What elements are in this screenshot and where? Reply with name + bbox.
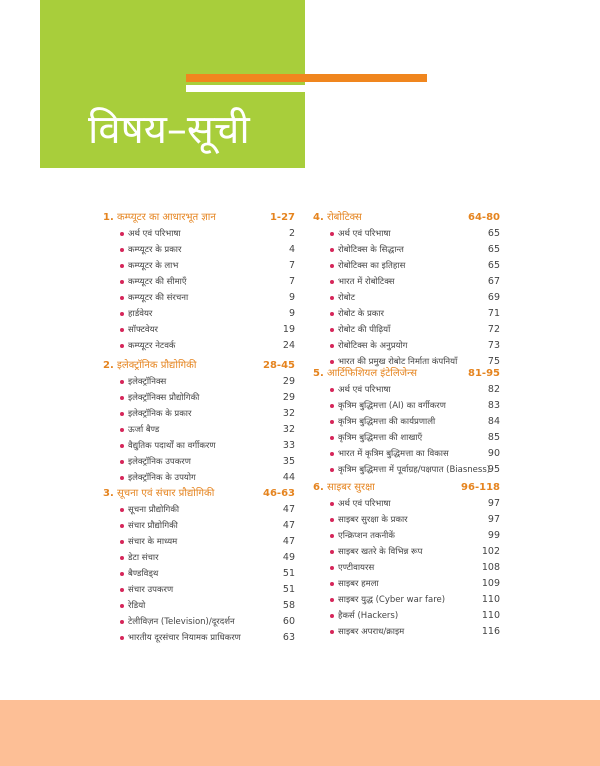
section-title: साइबर सुरक्षा xyxy=(327,482,375,493)
section-title: आर्टिफिशियल इंटेलिजेन्स xyxy=(327,368,418,379)
toc-section-5 xyxy=(310,366,500,478)
toc-item[interactable] xyxy=(310,544,500,560)
bullet-icon xyxy=(330,436,334,440)
bullet-icon xyxy=(330,420,334,424)
toc-item[interactable] xyxy=(100,242,295,258)
bullet-icon xyxy=(330,452,334,456)
bullet-icon xyxy=(120,524,124,528)
bullet-icon xyxy=(330,502,334,506)
item-label: सूचना प्रौद्योगिकी xyxy=(128,505,180,515)
section-page-range: 1-27 xyxy=(269,212,295,223)
item-page: 69 xyxy=(487,292,500,303)
bullet-icon xyxy=(120,556,124,560)
bullet-icon xyxy=(120,460,124,464)
bullet-icon xyxy=(120,508,124,512)
item-label: भारतीय दूरसंचार नियामक प्राधिकरण xyxy=(128,633,241,643)
item-label: ऊर्जा बैण्ड xyxy=(128,425,160,435)
bullet-icon xyxy=(330,388,334,392)
item-label: कम्प्यूटर के लाभ xyxy=(128,261,179,271)
item-page: 109 xyxy=(481,578,500,589)
white-accent-bar xyxy=(186,85,305,92)
item-page: 24 xyxy=(282,340,295,351)
item-label: इलेक्ट्रॉनिक के उपयोग xyxy=(128,473,196,483)
bullet-icon xyxy=(120,344,124,348)
bullet-icon xyxy=(330,598,334,602)
item-label: डेटा संचार xyxy=(128,553,159,563)
bullet-icon xyxy=(330,404,334,408)
toc-item[interactable] xyxy=(100,258,295,274)
toc-item[interactable] xyxy=(310,496,500,512)
item-label: संचार उपकरण xyxy=(128,585,174,595)
toc-section-6 xyxy=(310,480,500,640)
section-heading[interactable] xyxy=(310,366,500,382)
item-page: 60 xyxy=(282,616,295,627)
item-label: अर्थ एवं परिभाषा xyxy=(338,499,391,509)
item-label: कम्प्यूटर की संरचना xyxy=(128,293,189,303)
item-label: कम्प्यूटर के प्रकार xyxy=(128,245,182,255)
item-page: 19 xyxy=(282,324,295,335)
bullet-icon xyxy=(330,232,334,236)
item-label: रोबोटिक्स के सिद्धान्त xyxy=(338,245,404,255)
item-label: रोबोटिक्स के अनुप्रयोग xyxy=(338,341,408,351)
item-page: 29 xyxy=(282,376,295,387)
item-label: रोबोटिक्स का इतिहास xyxy=(338,261,406,271)
item-label: टेलीविज़न (Television)/दूरदर्शन xyxy=(128,617,235,627)
item-label: इलेक्ट्रॉनिक के प्रकार xyxy=(128,409,192,419)
item-label: संचार प्रौद्योगिकी xyxy=(128,521,178,531)
item-label: इलेक्ट्रॉनिक्स xyxy=(128,377,167,387)
toc-item[interactable] xyxy=(100,470,295,486)
toc-item[interactable] xyxy=(310,398,500,414)
toc-item[interactable] xyxy=(310,290,500,306)
section-heading[interactable] xyxy=(100,210,295,226)
item-page: 65 xyxy=(487,228,500,239)
section-title: कम्प्यूटर का आधारभूत ज्ञान xyxy=(117,212,216,223)
section-page-range: 46-63 xyxy=(263,488,295,499)
toc-item[interactable] xyxy=(100,534,295,550)
toc-item[interactable] xyxy=(310,528,500,544)
bullet-icon xyxy=(120,396,124,400)
item-label: अर्थ एवं परिभाषा xyxy=(338,229,391,239)
toc-item[interactable] xyxy=(100,374,295,390)
item-page: 108 xyxy=(481,562,500,573)
toc-item[interactable] xyxy=(310,338,500,354)
toc-item[interactable] xyxy=(310,608,500,624)
bullet-icon xyxy=(120,280,124,284)
bullet-icon xyxy=(120,264,124,268)
item-page: 35 xyxy=(282,456,295,467)
toc-section-1 xyxy=(100,210,295,354)
section-page-range: 28-45 xyxy=(263,360,295,371)
bullet-icon xyxy=(120,588,124,592)
item-page: 75 xyxy=(487,356,500,367)
item-page: 44 xyxy=(282,472,295,483)
item-page: 29 xyxy=(282,392,295,403)
toc-item[interactable] xyxy=(310,414,500,430)
toc-item[interactable] xyxy=(310,306,500,322)
bullet-icon xyxy=(120,620,124,624)
item-page: 47 xyxy=(282,504,295,515)
item-page: 90 xyxy=(487,448,500,459)
item-label: एण्टीवायरस xyxy=(338,563,375,573)
toc-item[interactable] xyxy=(100,390,295,406)
toc-item[interactable] xyxy=(100,438,295,454)
bullet-icon xyxy=(120,604,124,608)
toc-item[interactable] xyxy=(100,614,295,630)
item-page: 51 xyxy=(282,568,295,579)
toc-item[interactable] xyxy=(310,430,500,446)
item-page: 85 xyxy=(487,432,500,443)
item-page: 97 xyxy=(487,498,500,509)
item-page: 67 xyxy=(487,276,500,287)
section-page-range: 64-80 xyxy=(468,212,500,223)
bullet-icon xyxy=(120,380,124,384)
item-label: सॉफ्टवेयर xyxy=(128,325,159,335)
section-title: इलेक्ट्रॉनिक प्रौद्योगिकी xyxy=(117,360,197,371)
toc-item[interactable] xyxy=(100,306,295,322)
toc-item[interactable] xyxy=(100,582,295,598)
page-title: विषय–सूची xyxy=(88,107,250,153)
bullet-icon xyxy=(330,328,334,332)
item-label: कम्प्यूटर नेटवर्क xyxy=(128,341,176,351)
item-label: रोबोट के प्रकार xyxy=(338,309,384,319)
item-label: रोबोट की पीढ़ियाँ xyxy=(338,325,391,335)
bullet-icon xyxy=(330,248,334,252)
bullet-icon xyxy=(120,540,124,544)
item-page: 51 xyxy=(282,584,295,595)
item-label: साइबर खतरे के विभिन्न रूप xyxy=(338,547,423,557)
toc-item[interactable] xyxy=(310,446,500,462)
section-heading[interactable] xyxy=(100,358,295,374)
item-page: 65 xyxy=(487,260,500,271)
bullet-icon xyxy=(330,614,334,618)
item-page: 116 xyxy=(481,626,500,637)
item-label: भारत में रोबोटिक्स xyxy=(338,277,395,287)
toc-item[interactable] xyxy=(100,566,295,582)
item-page: 99 xyxy=(487,530,500,541)
toc-item[interactable] xyxy=(100,274,295,290)
toc-item[interactable] xyxy=(310,274,500,290)
item-page: 2 xyxy=(288,228,295,239)
item-label: वैद्युतिक पदार्थों का वर्गीकरण xyxy=(128,441,216,451)
bullet-icon xyxy=(330,280,334,284)
bullet-icon xyxy=(120,428,124,432)
item-label: कृत्रिम बुद्धिमत्ता (AI) का वर्गीकरण xyxy=(338,401,446,411)
item-page: 49 xyxy=(282,552,295,563)
toc-item[interactable] xyxy=(310,462,500,478)
item-page: 9 xyxy=(288,292,295,303)
item-page: 65 xyxy=(487,244,500,255)
bullet-icon xyxy=(330,312,334,316)
item-label: अर्थ एवं परिभाषा xyxy=(128,229,181,239)
item-page: 4 xyxy=(288,244,295,255)
bullet-icon xyxy=(120,312,124,316)
toc-item[interactable] xyxy=(100,422,295,438)
section-number: 2. xyxy=(103,360,114,371)
bullet-icon xyxy=(120,444,124,448)
bullet-icon xyxy=(330,566,334,570)
section-page-range: 96-118 xyxy=(461,482,500,493)
toc-section-3 xyxy=(100,486,295,646)
bullet-icon xyxy=(120,636,124,640)
toc-item[interactable] xyxy=(310,624,500,640)
item-page: 83 xyxy=(487,400,500,411)
item-label: साइबर युद्ध (Cyber war fare) xyxy=(338,595,446,605)
item-label: बैण्डविड्थ xyxy=(128,569,159,579)
bullet-icon xyxy=(120,476,124,480)
item-label: साइबर हमला xyxy=(338,579,379,589)
bullet-icon xyxy=(120,328,124,332)
toc-item[interactable] xyxy=(310,322,500,338)
item-label: इलेक्ट्रॉनिक्स प्रौद्योगिकी xyxy=(128,393,200,403)
toc-item[interactable] xyxy=(310,226,500,242)
toc-item[interactable] xyxy=(100,406,295,422)
item-page: 47 xyxy=(282,536,295,547)
item-label: संचार के माध्यम xyxy=(128,537,178,547)
orange-accent-bar xyxy=(186,74,427,82)
item-page: 82 xyxy=(487,384,500,395)
toc-item[interactable] xyxy=(100,290,295,306)
item-page: 47 xyxy=(282,520,295,531)
toc-item[interactable] xyxy=(310,382,500,398)
toc-item[interactable] xyxy=(100,518,295,534)
footer-band xyxy=(0,700,600,766)
item-page: 102 xyxy=(481,546,500,557)
toc-item[interactable] xyxy=(310,242,500,258)
toc-item[interactable] xyxy=(100,598,295,614)
section-title: सूचना एवं संचार प्रौद्योगिकी xyxy=(117,488,215,499)
toc-section-4 xyxy=(310,210,500,370)
item-label: साइबर अपराध/क्राइम xyxy=(338,627,405,637)
item-page: 72 xyxy=(487,324,500,335)
section-number: 3. xyxy=(103,488,114,499)
bullet-icon xyxy=(120,248,124,252)
item-page: 58 xyxy=(282,600,295,611)
item-page: 7 xyxy=(288,260,295,271)
item-label: रोबोट xyxy=(338,293,356,303)
toc-item[interactable] xyxy=(310,576,500,592)
item-page: 32 xyxy=(282,424,295,435)
bullet-icon xyxy=(330,582,334,586)
item-label: रेडियो xyxy=(128,601,146,611)
bullet-icon xyxy=(120,296,124,300)
section-number: 4. xyxy=(313,212,324,223)
item-label: कृत्रिम बुद्धिमत्ता की कार्यप्रणाली xyxy=(338,417,436,427)
toc-item[interactable] xyxy=(100,630,295,646)
item-page: 9 xyxy=(288,308,295,319)
bullet-icon xyxy=(330,630,334,634)
toc-item[interactable] xyxy=(100,550,295,566)
bullet-icon xyxy=(330,468,334,472)
item-label: हैकर्स (Hackers) xyxy=(338,611,399,621)
item-label: भारत में कृत्रिम बुद्धिमत्ता का विकास xyxy=(338,449,449,459)
item-label: इलेक्ट्रॉनिक उपकरण xyxy=(128,457,191,467)
bullet-icon xyxy=(330,264,334,268)
section-number: 1. xyxy=(103,212,114,223)
item-page: 71 xyxy=(487,308,500,319)
toc-item[interactable] xyxy=(310,592,500,608)
bullet-icon xyxy=(330,534,334,538)
toc-item[interactable] xyxy=(100,502,295,518)
item-page: 63 xyxy=(282,632,295,643)
item-page: 33 xyxy=(282,440,295,451)
item-label: कम्प्यूटर की सीमाएँ xyxy=(128,277,187,287)
bullet-icon xyxy=(120,412,124,416)
section-heading[interactable] xyxy=(100,486,295,502)
toc-item[interactable] xyxy=(310,258,500,274)
bullet-icon xyxy=(120,232,124,236)
section-number: 5. xyxy=(313,368,324,379)
toc-item[interactable] xyxy=(100,226,295,242)
item-page: 32 xyxy=(282,408,295,419)
bullet-icon xyxy=(330,344,334,348)
bullet-icon xyxy=(330,360,334,364)
bullet-icon xyxy=(330,518,334,522)
toc-item[interactable] xyxy=(100,338,295,354)
toc-item[interactable] xyxy=(310,512,500,528)
item-page: 110 xyxy=(481,610,500,621)
item-label: कृत्रिम बुद्धिमत्ता में पूर्वाग्रह/पक्षपात (Biasness) xyxy=(338,465,491,475)
item-page: 97 xyxy=(487,514,500,525)
section-heading[interactable] xyxy=(310,210,500,226)
section-heading[interactable] xyxy=(310,480,500,496)
bullet-icon xyxy=(120,572,124,576)
toc-section-2 xyxy=(100,358,295,486)
item-label: साइबर सुरक्षा के प्रकार xyxy=(338,515,408,525)
item-label: भारत की प्रमुख रोबोट निर्माता कंपनियाँ xyxy=(338,357,458,367)
item-page: 110 xyxy=(481,594,500,605)
toc-item[interactable] xyxy=(100,454,295,470)
item-page: 95 xyxy=(487,464,500,475)
item-label: हार्डवेयर xyxy=(128,309,153,319)
item-label: अर्थ एवं परिभाषा xyxy=(338,385,391,395)
toc-item[interactable] xyxy=(100,322,295,338)
section-title: रोबोटिक्स xyxy=(327,212,362,223)
toc-item[interactable] xyxy=(310,560,500,576)
section-page-range: 81-95 xyxy=(468,368,500,379)
item-label: कृत्रिम बुद्धिमत्ता की शाखाएँ xyxy=(338,433,423,443)
item-page: 73 xyxy=(487,340,500,351)
bullet-icon xyxy=(330,550,334,554)
item-label: एन्क्रिप्शन तकनीकें xyxy=(338,531,395,541)
item-page: 7 xyxy=(288,276,295,287)
bullet-icon xyxy=(330,296,334,300)
section-number: 6. xyxy=(313,482,324,493)
item-page: 84 xyxy=(487,416,500,427)
